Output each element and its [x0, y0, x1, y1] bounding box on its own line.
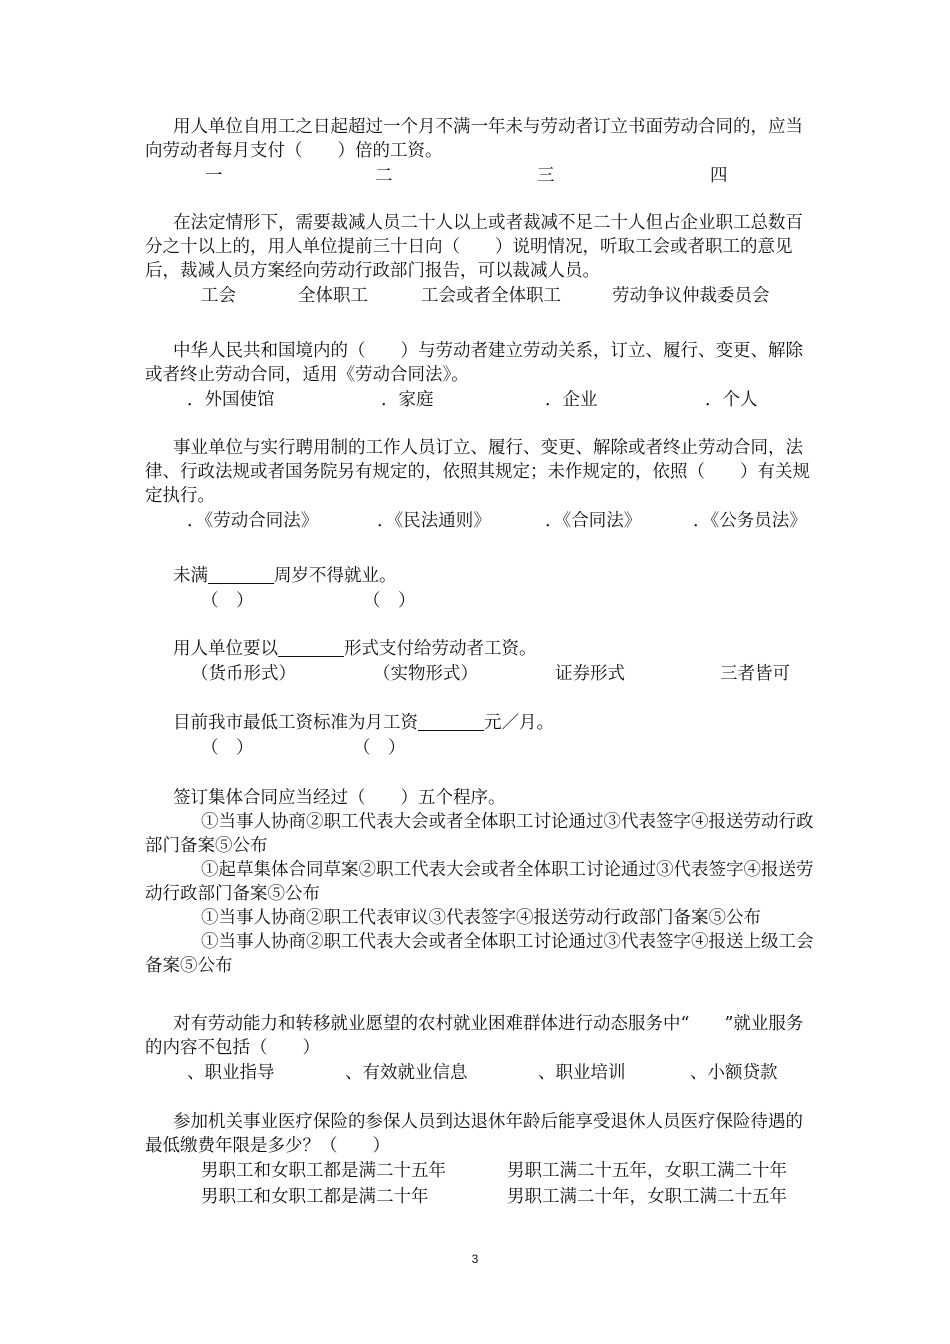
- question-8: [145, 786, 815, 978]
- option-a: ．《劳动合同法》: [187, 511, 319, 531]
- question-stem: 用人单位自用工之日起超过一个月不满一年未与劳动者订立书面劳动合同的，应当向劳动者每月支付（ ）倍的工资。: [145, 117, 803, 161]
- option-row: [145, 588, 815, 614]
- option-c: ．《合同法》: [545, 511, 642, 531]
- option-d: 、小额贷款: [690, 1063, 778, 1083]
- option-row: [145, 1158, 815, 1184]
- option-c: 证券形式: [555, 664, 625, 684]
- option-row: [145, 661, 815, 687]
- option-a: ．外国使馆: [187, 390, 275, 410]
- question-1: [145, 115, 815, 189]
- question-stem: 事业单位与实行聘用制的工作人员订立、履行、变更、解除或者终止劳动合同，法律、行政法规或者国务院另有规定的，依照其规定；未作规定的，依照（ ）有关规定执行。: [145, 438, 810, 506]
- option-row: [145, 163, 815, 189]
- option-d: 四: [710, 166, 728, 186]
- option-b: 全体职工: [298, 286, 368, 306]
- option-c: 男职工和女职工都是满二十年: [201, 1187, 429, 1207]
- question-2: [145, 211, 815, 309]
- option-row: [145, 1184, 815, 1210]
- fill-blank: [418, 712, 484, 731]
- option-b: 二: [375, 166, 393, 186]
- option-a: （货币形式）: [191, 664, 296, 684]
- option-row: [145, 283, 815, 309]
- option-b: （ ）: [353, 738, 406, 758]
- option-d: ．《公务员法》: [693, 511, 807, 531]
- question-stem: 参加机关事业医疗保险的参保人员到达退休年龄后能享受退休人员医疗保险待遇的最低缴费年限是多少？（ ）: [145, 1112, 803, 1156]
- question-3: [145, 339, 815, 413]
- fill-blank: [278, 638, 344, 657]
- question-7: [145, 711, 815, 761]
- question-10: [145, 1110, 815, 1210]
- option-b: ①起草集体合同草案②职工代表大会或者全体职工讨论通过③代表签字④报送劳动行政部门备案⑤公布: [145, 860, 814, 904]
- question-stem: [145, 637, 815, 661]
- question-stem: 签订集体合同应当经过（ ）五个程序。: [173, 788, 506, 808]
- option-b: （ ）: [363, 591, 416, 611]
- option-d: 三者皆可: [720, 664, 790, 684]
- fill-blank: [208, 565, 274, 584]
- option-d: ①当事人协商②职工代表大会或者全体职工讨论通过③代表签字④报送上级工会备案⑤公布: [145, 932, 814, 976]
- stem-part-2: 元／月。: [484, 713, 554, 733]
- option-c: 、职业培训: [538, 1063, 626, 1083]
- option-row: [145, 508, 815, 534]
- option-a: ①当事人协商②职工代表大会或者全体职工讨论通过③代表签字④报送劳动行政部门备案⑤公布: [145, 812, 814, 856]
- option-c: ．企业: [545, 390, 598, 410]
- page-number: 3: [471, 1252, 479, 1266]
- question-6: [145, 637, 815, 687]
- option-a: 工会: [201, 286, 236, 306]
- option-row: [145, 735, 815, 761]
- option-a: （ ）: [201, 738, 254, 758]
- question-5: [145, 564, 815, 614]
- option-c: 工会或者全体职工: [421, 286, 561, 306]
- stem-part-2: 形式支付给劳动者工资。: [344, 639, 537, 659]
- option-c: 三: [537, 166, 555, 186]
- option-b: ．《民法通则》: [377, 511, 491, 531]
- option-d: 男职工满二十年，女职工满二十五年: [507, 1187, 787, 1207]
- option-a: 一: [205, 166, 223, 186]
- question-stem: 中华人民共和国境内的（ ）与劳动者建立劳动关系，订立、履行、变更、解除或者终止劳动合同，适用《劳动合同法》。: [145, 341, 803, 385]
- question-4: [145, 436, 815, 534]
- option-b: （实物形式）: [373, 664, 478, 684]
- option-row: [145, 1060, 815, 1086]
- question-9: [145, 1012, 815, 1086]
- option-b: ．家庭: [381, 390, 434, 410]
- question-stem: [145, 564, 815, 588]
- question-stem: 对有劳动能力和转移就业愿望的农村就业困难群体进行动态服务中“ ”就业服务的内容不包括（ ）: [145, 1014, 804, 1058]
- option-a: 、职业指导: [187, 1063, 275, 1083]
- question-stem: 在法定情形下，需要裁减人员二十人以上或者裁减不足二十人但占企业职工总数百分之十以上的，用人单位提前三十日向（ ）说明情况，听取工会或者职工的意见后，裁减人员方案经向劳动行政部门报告，可以裁减人员。: [145, 213, 803, 281]
- stem-part-1: 用人单位要以: [173, 639, 278, 659]
- option-d: ．个人: [705, 390, 758, 410]
- option-row: [145, 387, 815, 413]
- question-stem: [145, 711, 815, 735]
- option-b: 男职工满二十五年，女职工满二十年: [507, 1161, 787, 1181]
- option-b: 、有效就业信息: [345, 1063, 468, 1083]
- option-a: （ ）: [201, 591, 254, 611]
- stem-part-1: 未满: [173, 566, 208, 586]
- option-c: ①当事人协商②职工代表审议③代表签字④报送劳动行政部门备案⑤公布: [201, 908, 761, 928]
- option-a: 男职工和女职工都是满二十五年: [201, 1161, 446, 1181]
- option-d: 劳动争议仲裁委员会: [612, 286, 770, 306]
- stem-part-2: 周岁不得就业。: [274, 566, 397, 586]
- stem-part-1: 目前我市最低工资标准为月工资: [173, 713, 418, 733]
